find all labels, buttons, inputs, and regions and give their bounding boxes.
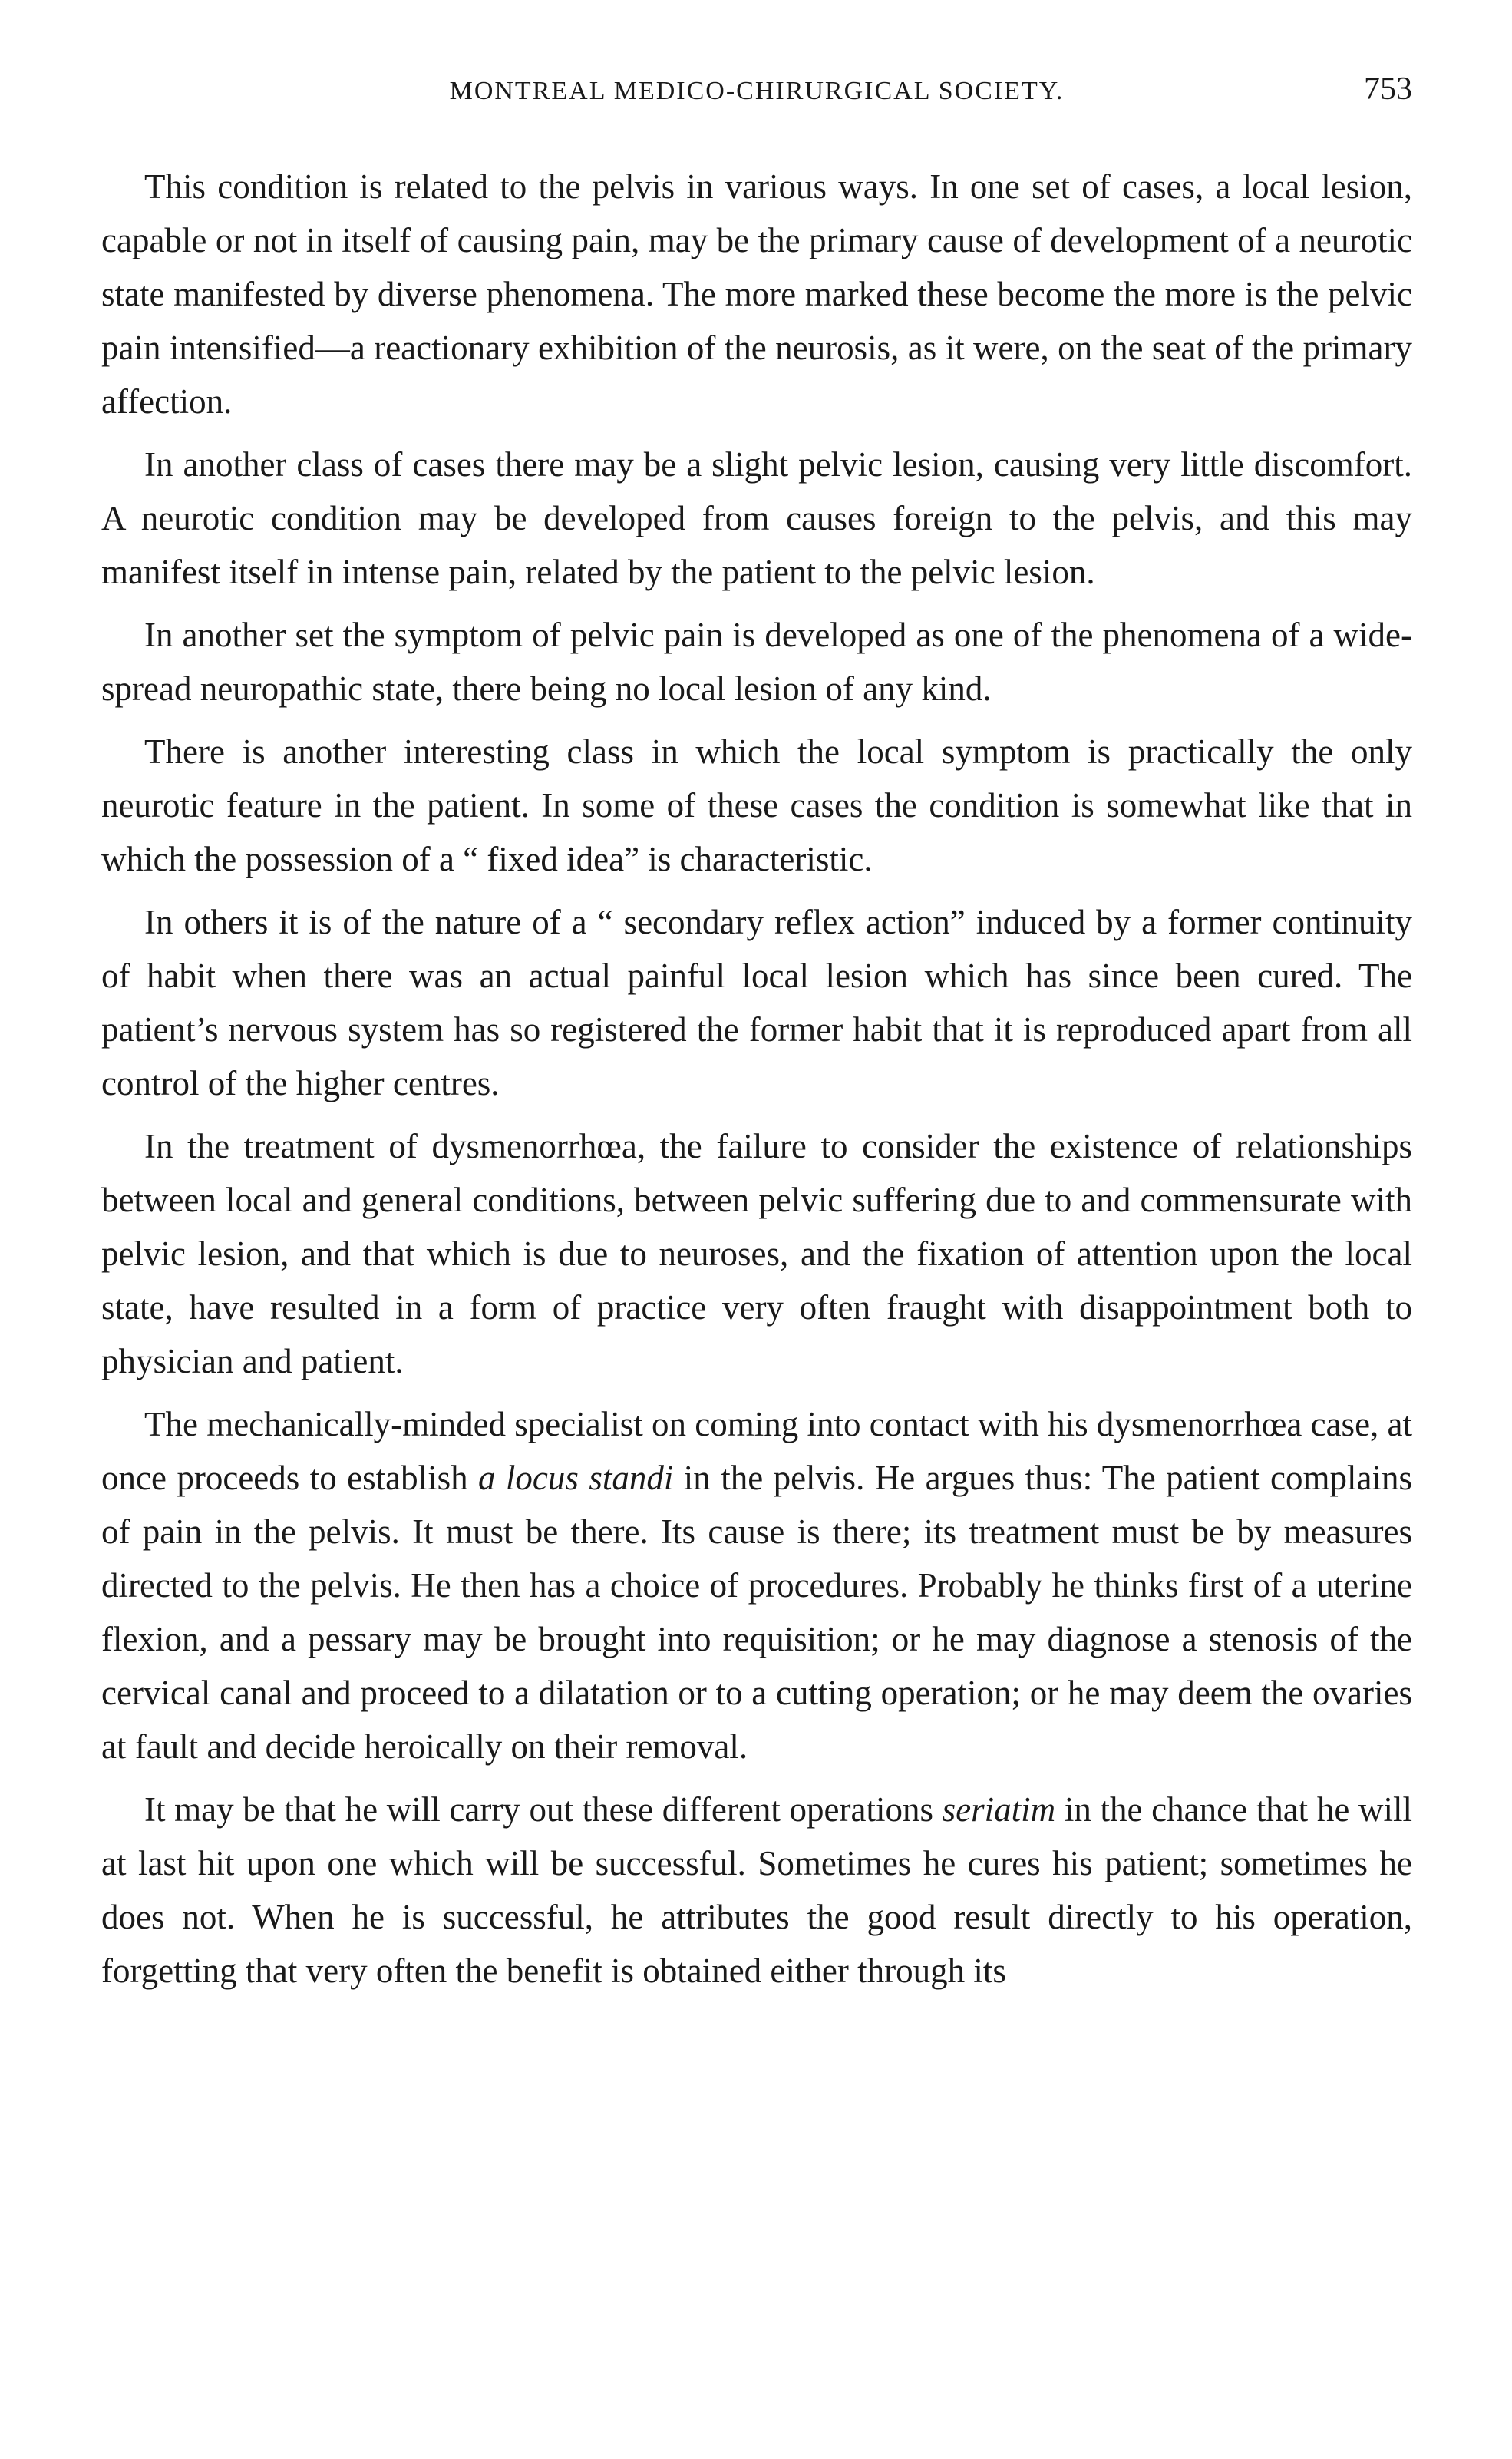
paragraph-2: In another class of cases there may be a slight pelvic lesion, causing very little discomfort. A neurotic condition may be developed from causes foreign to the pelvis, and this may manifest itself in intense pain, related by the patient to the pelvic lesion. (101, 445, 1412, 591)
running-title: MONTREAL MEDICO-CHIRURGICAL SOCIETY. (449, 77, 1065, 105)
paragraph-7-before: The mechanically-minded specialist on coming into contact with his dysmenorrhœa case, at once proceeds to establish (101, 1405, 1413, 1497)
running-header (101, 68, 1412, 117)
paragraph-3: In another set the symptom of pelvic pain is developed as one of the phenomena of a wide-spread neuropathic state, there being no local lesion of any kind. (101, 616, 1412, 708)
paragraph-4: There is another interesting class in which the local symptom is practically the only neurotic feature in the patient. In some of these cases the condition is somewhat like that in which the possession of a “ fixed idea” is characteristic. (101, 732, 1412, 878)
paragraph-8-before: It may be that he will carry out these different operations (144, 1790, 943, 1829)
paragraph-7 (101, 1397, 1412, 1773)
page-number: 753 (1364, 71, 1412, 107)
paragraph-7-after: in the pelvis. He argues thus: The patient complains of pain in the pelvis. It must be there. Its cause is there; its treatment must be by measures directed to the pelvis. He then has a choice of procedures. Probably he thinks first of a uterine flexion, and a pessary may be brought into requisition; or he may diagnose a stenosis of the cervical canal and proceed to a dilatation or to a cutting operation; or he may deem the ovaries at fault and decide heroically on their removal. (101, 1459, 1413, 1766)
paragraph-8 (101, 1783, 1412, 1998)
latin-word-seriatim: seriatim (942, 1790, 1056, 1829)
latin-phrase-locus-standi: a locus standi (478, 1459, 674, 1497)
paragraph-1: This condition is related to the pelvis in various ways. In one set of cases, a local lesion, capable or not in itself of causing pain, may be the primary cause of development of a neurotic state manifested by diverse phenomena. The more marked these become the more is the pelvic pain intensified—a reactionary exhibition of the neurosis, as it were, on the seat of the primary affection. (101, 167, 1412, 421)
paragraph-6: In the treatment of dysmenorrhœa, the failure to consider the existence of relationships between local and general conditions, between pelvic suffering due to and commensurate with pelvic lesion, and that which is due to neuroses, and the fixation of attention upon the local state, have resulted in a form of practice very often fraught with disappointment both to physician and patient. (101, 1127, 1412, 1380)
body-text (101, 160, 1412, 1998)
paragraph-8-after: in the chance that he will at last hit upon one which will be successful. Sometimes he cures his patient; sometimes he does not. When he is successful, he attributes the good result directly to his operation, forgetting that very often the benefit is obtained either through its (101, 1790, 1412, 1990)
paragraph-5: In others it is of the nature of a “ secondary reflex action” induced by a former continuity of habit when there was an actual painful local lesion which has since been cured. The patient’s nervous system has so registered the former habit that it is reproduced apart from all control of the higher centres. (101, 903, 1412, 1102)
